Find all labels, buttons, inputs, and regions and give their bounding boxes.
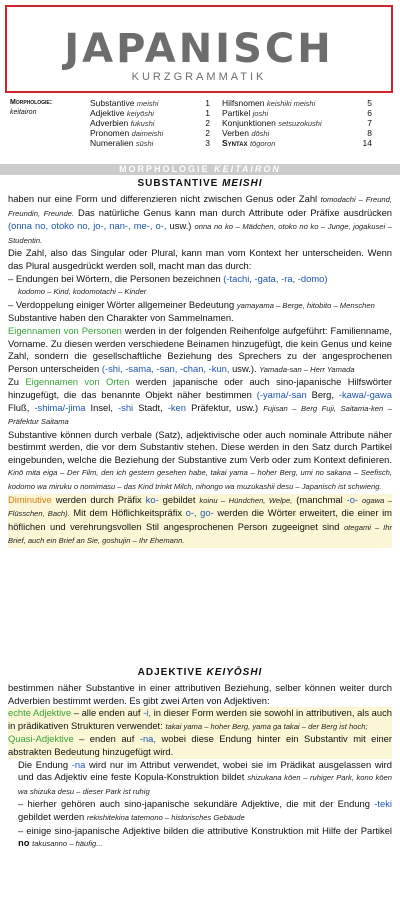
paragraph: Die Endung -na wird nur im Attribut verwendet, wobei sie im Prädikat ausgelassen wird und das Adjektiv eine feste Kopula-Konstruktion bildet shizukana kōen – ruhiger Park, kono kōen wa shizuka desu – dieser Park ist ruhig [18, 758, 393, 796]
toc-item: Syntax tōgoron 14 [222, 138, 372, 148]
page-title: JAPANISCH [64, 26, 334, 72]
toc-label-jp: keitairon [10, 109, 37, 116]
list-item: – einige sino-japanische Adjektive bilden die attributive Konstruktion mit Hilfe der Partikel no takusanno – häufig... [18, 824, 392, 849]
toc-label [10, 98, 82, 118]
toc-item: Pronomen daimeishi 2 [90, 128, 210, 138]
list-item: – Verdoppelung einiger Wörter allgemeiner Bedeutung yamayama – Berge, hitobito – Menschen [8, 298, 375, 310]
toc-item: Konjunktionen setsuzokushi 7 [222, 118, 372, 128]
section-heading-nouns: SUBSTANTIVE MEISHI [137, 178, 263, 189]
toc-item: Hilfsnomen keishiki meishi 5 [222, 98, 372, 108]
toc-item: Verben dōshi 8 [222, 128, 372, 138]
toc-item: Partikel joshi 6 [222, 108, 372, 118]
paragraph-diminutive: Diminutive werden durch Präfix ko- gebildet koinu – Hündchen, Welpe, (manchmal -o- ogawa – Flüsschen, Bach). Mit dem Höflichkeitspräfix o-, go- werden die Wörter erweitert, die einer im höflichen und verehrungsvollen Stil angesprochenen Person zugeeignet sind otegami – Ihr Brief, auch ein Brief an Sie, goshujin – Ihr Ehemann. [8, 494, 392, 548]
toc-column-1 [90, 98, 210, 148]
list-item: – hierher gehören auch sino-japanische sekundäre Adjektive, die mit der Endung -teki gebildet werden rekishitekina tatemono – historisches Gebäude [18, 798, 392, 822]
section-band: MORPHOLOGIE KEITAIRON [0, 164, 400, 175]
toc-column-2 [222, 98, 372, 148]
toc-item: Adjektive keiyōshi 1 [90, 108, 210, 118]
paragraph: Zu Eigennamen von Orten werden japanische oder auch sino-japanische Hilfswörter hinzugefügt, die das benannte Objekt näher bestimmen (-yama/-san Berg, -kawa/-gawa Fluß, -shima/-jima Insel, -shi Stadt, -ken Präfektur, usw.) Fujisan – Berg Fuji, Saitama-ken – Präfektur Saitama [8, 376, 393, 427]
paragraph: haben nur eine Form und differenzieren nicht zwischen Genus oder Zahl tomodachi – Freund, Freundin, Freunde. Das natürliche Genus kann man durch Attribute oder Präfixe ausdrücken (onna no, otoko no, jo-, nan-, me-, o-, usw.) onna no ko – Mädchen, otoko no ko – Junge, jogakusei – Studentin. [8, 193, 393, 245]
list-item: echte Adjektive – alle enden auf -i, in dieser Form werden sie sowohl in attributiven, als auch in prädikativen Strukturen verwendet: takai yama – hoher Berg, yama ga takai – der Berg ist hoch; [8, 707, 392, 733]
toc-label-de: Morphologie: [10, 99, 53, 106]
paragraph: Die Zahl, also das Singular oder Plural, kann man vom Kontext her unterscheiden. Wenn das Plural ausgedrückt werden soll, macht man das durch: [8, 247, 392, 271]
paragraph: Substantive haben den Charakter von Sammelnamen. [8, 312, 234, 324]
toc-item: Adverbien fukushi 2 [90, 118, 210, 128]
toc-item: Substantive meishi 1 [90, 98, 210, 108]
adjectives-body [8, 682, 392, 851]
paragraph: bestimmen näher Substantive in einer attributiven Beziehung, selber können weiter durch Adverbien bestimmt werden. Es gibt zwei Arten von Adjektiven: [8, 682, 392, 706]
title-box [5, 5, 393, 93]
toc-item: Numeralien sūshi 3 [90, 138, 210, 148]
paragraph: Eigennamen von Personen werden in der folgenden Reihenfolge aufgeführt: Familienname, Vorname. Zu diesen werden verschiedene Beinamen hinzugefügt, die kein Genus und keine Zahl, sondern die gesellschaftliche Beziehung des Sprechers zu der angesprochenen Person unterscheiden (-shi, -sama, -san, -chan, -kun, usw.). Yamada-san – Herr Yamada [8, 324, 392, 374]
section-heading-adjectives: ADJEKTIVE KEIYŌSHI [137, 667, 263, 678]
paragraph: Substantive können durch verbale (Satz), adjektivische oder auch nominale Attribute näher bestimmt werden, die vor dem Substantiv stehen. Diese werden in den Satz durch Partikel eingebunden, welche die Beziehung der Substantive zum Verb oder zum Kontext definieren. Kinō mita eiga – Der Film, den ich gestern gesehen habe, takai yama – hoher Berg, umi no sakana – Seefisch, kodomo wa miruku o nomimasu – das Kind trinkt Milch, nihongo wa muzukashii desu – Japanisch ist schwierig. [8, 428, 392, 492]
list-item: – Endungen bei Wörtern, die Personen bezeichnen (-tachi, -gata, -ra, -domo) kodomo – Kind, kodomotachi – Kinder [8, 272, 328, 297]
page-subtitle: KURZGRAMMATIK [131, 71, 267, 83]
list-item: Quasi-Adjektive – enden auf -na, wobei diese Endung hinter ein Substantiv mit einer abstrakten Bedeutung hinzugefügt wird. [8, 733, 393, 757]
nouns-body [8, 193, 392, 548]
